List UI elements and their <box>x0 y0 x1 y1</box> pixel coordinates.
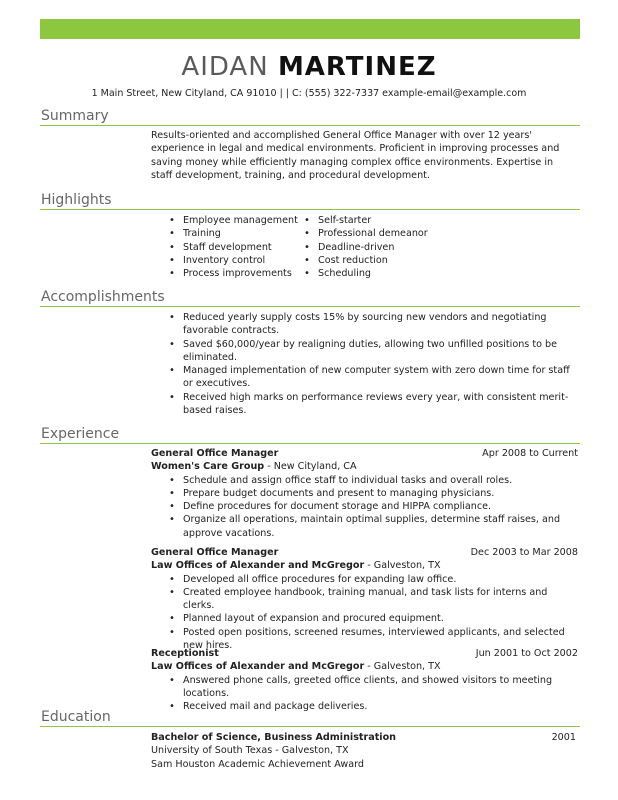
accomplishments-section <box>40 289 580 307</box>
accomplishment-item: • Managed implementation of new computer system with zero down time for staff or executives. <box>151 364 576 391</box>
highlight-item: • Employee management <box>151 214 298 227</box>
job-entry <box>151 647 578 713</box>
job-title: General Office Manager <box>151 448 279 459</box>
graduation-year: 2001 <box>551 732 576 743</box>
job-duty: • Schedule and assign office staff to individual tasks and overall roles. <box>151 474 578 487</box>
job-duty: • Answered phone calls, greeted office clients, and showed visitors to meeting locations. <box>151 674 578 701</box>
job-duty: • Developed all office procedures for expanding law office. <box>151 573 578 586</box>
job-title: General Office Manager <box>151 547 279 558</box>
section-title-summary: Summary <box>40 108 580 126</box>
education-entry <box>151 731 578 771</box>
highlight-item: • Professional demeanor <box>286 227 428 240</box>
company-location: - Galveston, TX <box>364 560 441 572</box>
highlight-item: • Staff development <box>151 241 298 254</box>
highlights-list <box>151 214 576 284</box>
highlight-item: • Self-starter <box>286 214 428 227</box>
job-duty: • Define procedures for document storage and HIPPA compliance. <box>151 500 578 513</box>
job-entry <box>151 546 578 652</box>
highlight-item: • Scheduling <box>286 267 428 280</box>
highlight-item: • Deadline-driven <box>286 241 428 254</box>
section-title-highlights: Highlights <box>40 192 580 210</box>
company-location: - Galveston, TX <box>364 661 441 673</box>
school-name: University of South Texas - Galveston, TX <box>151 745 349 757</box>
summary-text-block <box>151 129 576 182</box>
job-entry <box>151 447 578 540</box>
job-dates: Jun 2001 to Oct 2002 <box>475 648 578 659</box>
job-title: Receptionist <box>151 648 219 659</box>
last-name: MARTINEZ <box>277 52 437 82</box>
summary-text: Results-oriented and accomplished General Office Manager with over 12 years' experience in legal and medical environments. Proficient in improving processes and saving money while efficiently managing complex office environments. Expertise in staff development, training, and procedural development. <box>151 130 560 181</box>
candidate-name <box>0 52 618 82</box>
job-duty: • Prepare budget documents and present to managing physicians. <box>151 487 578 500</box>
highlight-item: • Process improvements <box>151 267 298 280</box>
highlight-item: • Cost reduction <box>286 254 428 267</box>
accomplishment-item: • Saved $60,000/year by realigning duties, allowing two unfilled positions to be eliminated. <box>151 338 576 365</box>
company-name: Women's Care Group <box>151 461 265 473</box>
job-duty: • Received mail and package deliveries. <box>151 700 578 713</box>
job-duty: • Planned layout of expansion and procured equipment. <box>151 612 578 625</box>
section-title-accomplishments: Accomplishments <box>40 289 580 307</box>
job-duty: • Posted open positions, screened resumes, interviewed applicants, and selected new hires. <box>151 626 578 653</box>
highlight-item: • Training <box>151 227 298 240</box>
award: Sam Houston Academic Achievement Award <box>151 758 364 770</box>
job-dates: Apr 2008 to Current <box>482 448 578 459</box>
company-name: Law Offices of Alexander and McGregor <box>151 560 365 572</box>
company-name: Law Offices of Alexander and McGregor <box>151 661 365 673</box>
job-duty: • Created employee handbook, training manual, and task lists for interns and clerks. <box>151 586 578 613</box>
accomplishment-item: • Received high marks on performance reviews every year, with consistent merit-based raises. <box>151 391 576 418</box>
degree: Bachelor of Science, Business Administration <box>151 732 396 743</box>
header-accent-bar <box>40 19 580 39</box>
company-location: - New Cityland, CA <box>264 461 357 473</box>
experience-section <box>40 426 580 444</box>
summary-section <box>40 108 580 126</box>
section-title-experience: Experience <box>40 426 580 444</box>
accomplishments-list <box>151 311 576 417</box>
highlight-item: • Inventory control <box>151 254 298 267</box>
first-name: AIDAN <box>181 52 269 82</box>
highlights-column-1 <box>151 214 298 280</box>
contact-line: 1 Main Street, New Cityland, CA 91010 | | C: (555) 322-7337 example-email@example.com <box>91 88 527 99</box>
job-duty: • Organize all operations, maintain optimal supplies, determine staff raises, and approve vacations. <box>151 513 578 540</box>
accomplishment-item: • Reduced yearly supply costs 15% by sourcing new vendors and negotiating favorable contracts. <box>151 311 576 338</box>
highlights-section <box>40 192 580 210</box>
highlights-column-2 <box>286 214 428 280</box>
education-section <box>40 709 580 727</box>
section-title-education: Education <box>40 709 580 727</box>
job-dates: Dec 2003 to Mar 2008 <box>470 547 578 558</box>
